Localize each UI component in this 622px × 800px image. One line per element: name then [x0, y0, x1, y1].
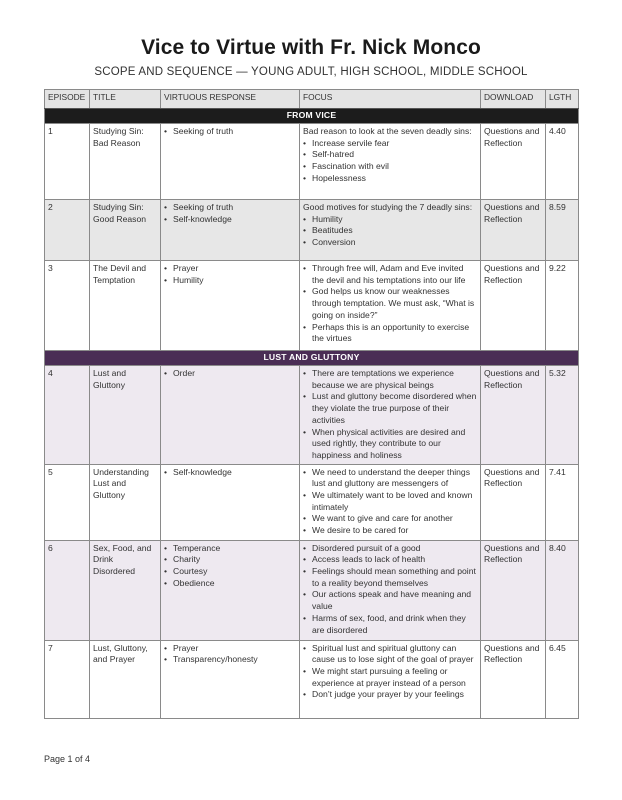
virtuous-response-cell — [161, 464, 300, 540]
focus-item: • When physical activities are desired and used rightly, they contribute to our happiness and holiness — [303, 427, 477, 462]
episode-title: Sex, Food, and Drink Disordered — [90, 540, 161, 640]
virtuous-response-cell — [161, 366, 300, 465]
virtuous-response-list — [164, 643, 296, 666]
episode-length: 5.32 — [546, 366, 579, 465]
focus-item: • We ultimately want to be loved and known intimately — [303, 490, 477, 513]
focus-list — [303, 138, 477, 185]
focus-item: • Hopelessness — [303, 173, 477, 185]
focus-cell — [300, 124, 481, 200]
focus-item: • Access leads to lack of health — [303, 554, 477, 566]
virtuous-response-cell — [161, 261, 300, 351]
focus-item: • Humility — [303, 214, 477, 226]
virtuous-response-item: • Self-knowledge — [164, 467, 296, 479]
focus-item: • We might start pursuing a feeling or experience at prayer instead of a person — [303, 666, 477, 689]
table-row — [45, 640, 579, 718]
focus-item: • Conversion — [303, 237, 477, 249]
focus-item: • Through free will, Adam and Eve invited the devil and his temptations into our life — [303, 263, 477, 286]
virtuous-response-cell — [161, 200, 300, 261]
focus-item: • Don’t judge your prayer by your feelings — [303, 689, 477, 701]
virtuous-response-item: • Order — [164, 368, 296, 380]
header-download: DOWNLOAD — [481, 90, 546, 109]
focus-cell — [300, 640, 481, 718]
header-episode: EPISODE — [45, 90, 90, 109]
virtuous-response-cell — [161, 640, 300, 718]
table-row — [45, 124, 579, 200]
episode-number: 3 — [45, 261, 90, 351]
episode-title: Lust and Gluttony — [90, 366, 161, 465]
episode-number: 5 — [45, 464, 90, 540]
episode-length: 6.45 — [546, 640, 579, 718]
focus-item: • We need to understand the deeper things lust and gluttony are messengers of — [303, 467, 477, 490]
table-row — [45, 261, 579, 351]
episode-title: Understanding Lust and Gluttony — [90, 464, 161, 540]
virtuous-response-item: • Self-knowledge — [164, 214, 296, 226]
download-link[interactable]: Questions and Reflection — [481, 640, 546, 718]
virtuous-response-item: • Prayer — [164, 643, 296, 655]
episode-number: 7 — [45, 640, 90, 718]
section-header-label: FROM VICE — [45, 109, 579, 124]
section-header-row — [45, 109, 579, 124]
header-virtuous-response: VIRTUOUS RESPONSE — [161, 90, 300, 109]
virtuous-response-list — [164, 202, 296, 225]
episode-length: 7.41 — [546, 464, 579, 540]
header-focus: FOCUS — [300, 90, 481, 109]
episode-title: Studying Sin: Bad Reason — [90, 124, 161, 200]
focus-intro: Good motives for studying the 7 deadly sins: — [303, 202, 473, 212]
focus-item: • Feelings should mean something and point to a reality beyond themselves — [303, 566, 477, 589]
table-header-row — [45, 90, 579, 109]
download-link[interactable]: Questions and Reflection — [481, 261, 546, 351]
focus-item: • Our actions speak and have meaning and value — [303, 589, 477, 612]
virtuous-response-item: • Seeking of truth — [164, 202, 296, 214]
focus-cell — [300, 261, 481, 351]
episode-length: 8.40 — [546, 540, 579, 640]
table-row — [45, 366, 579, 465]
download-link[interactable]: Questions and Reflection — [481, 200, 546, 261]
episode-number: 1 — [45, 124, 90, 200]
episode-title: Lust, Gluttony, and Prayer — [90, 640, 161, 718]
focus-item: • Harms of sex, food, and drink when they are disordered — [303, 613, 477, 636]
focus-item: • Spiritual lust and spiritual gluttony can cause us to lose sight of the goal of prayer — [303, 643, 477, 666]
focus-item: • God helps us know our weaknesses through temptation. We must ask, “What is going on inside?” — [303, 286, 477, 321]
focus-list — [303, 368, 477, 462]
focus-list — [303, 543, 477, 637]
virtuous-response-item: • Prayer — [164, 263, 296, 275]
episode-number: 6 — [45, 540, 90, 640]
header-title: TITLE — [90, 90, 161, 109]
focus-cell — [300, 200, 481, 261]
table-row — [45, 540, 579, 640]
download-link[interactable]: Questions and Reflection — [481, 540, 546, 640]
focus-item: • Self-hatred — [303, 149, 477, 161]
virtuous-response-item: • Transparency/honesty — [164, 654, 296, 666]
virtuous-response-item: • Obedience — [164, 578, 296, 590]
focus-cell — [300, 464, 481, 540]
virtuous-response-list — [164, 368, 296, 380]
focus-list — [303, 263, 477, 345]
virtuous-response-item: • Temperance — [164, 543, 296, 555]
focus-item: • There are temptations we experience because we are physical beings — [303, 368, 477, 391]
episode-number: 4 — [45, 366, 90, 465]
table-row — [45, 200, 579, 261]
virtuous-response-item: • Humility — [164, 275, 296, 287]
header-length: LGTH — [546, 90, 579, 109]
focus-list — [303, 214, 477, 249]
download-link[interactable]: Questions and Reflection — [481, 366, 546, 465]
page-title: Vice to Virtue with Fr. Nick Monco — [141, 36, 481, 59]
virtuous-response-list — [164, 467, 296, 479]
episode-length: 4.40 — [546, 124, 579, 200]
virtuous-response-list — [164, 126, 296, 138]
section-header-row — [45, 351, 579, 366]
download-link[interactable]: Questions and Reflection — [481, 124, 546, 200]
focus-item: • Fascination with evil — [303, 161, 477, 173]
virtuous-response-list — [164, 263, 296, 286]
focus-intro: Bad reason to look at the seven deadly sins: — [303, 126, 472, 136]
episode-title: The Devil and Temptation — [90, 261, 161, 351]
focus-item: • Increase servile fear — [303, 138, 477, 150]
episode-length: 8.59 — [546, 200, 579, 261]
episode-number: 2 — [45, 200, 90, 261]
virtuous-response-cell — [161, 124, 300, 200]
virtuous-response-list — [164, 543, 296, 590]
focus-cell — [300, 540, 481, 640]
virtuous-response-item: • Charity — [164, 554, 296, 566]
focus-cell — [300, 366, 481, 465]
page-subtitle: SCOPE AND SEQUENCE — YOUNG ADULT, HIGH SCHOOL, MIDDLE SCHOOL — [94, 66, 528, 78]
page-footer: Page 1 of 4 — [44, 754, 91, 764]
download-link[interactable]: Questions and Reflection — [481, 464, 546, 540]
scope-sequence-table — [44, 89, 579, 719]
episode-length: 9.22 — [546, 261, 579, 351]
virtuous-response-item: • Courtesy — [164, 566, 296, 578]
virtuous-response-cell — [161, 540, 300, 640]
focus-item: • Lust and gluttony become disordered when they violate the true purpose of their activities — [303, 391, 477, 426]
virtuous-response-item: • Seeking of truth — [164, 126, 296, 138]
episode-title: Studying Sin: Good Reason — [90, 200, 161, 261]
section-header-label: LUST AND GLUTTONY — [45, 351, 579, 366]
table-row — [45, 464, 579, 540]
focus-list — [303, 643, 477, 702]
focus-item: • Perhaps this is an opportunity to exercise the virtues — [303, 322, 477, 345]
focus-item: • Beatitudes — [303, 225, 477, 237]
focus-item: • We want to give and care for another — [303, 513, 477, 525]
focus-list — [303, 467, 477, 537]
focus-item: • Disordered pursuit of a good — [303, 543, 477, 555]
focus-item: • We desire to be cared for — [303, 525, 477, 537]
